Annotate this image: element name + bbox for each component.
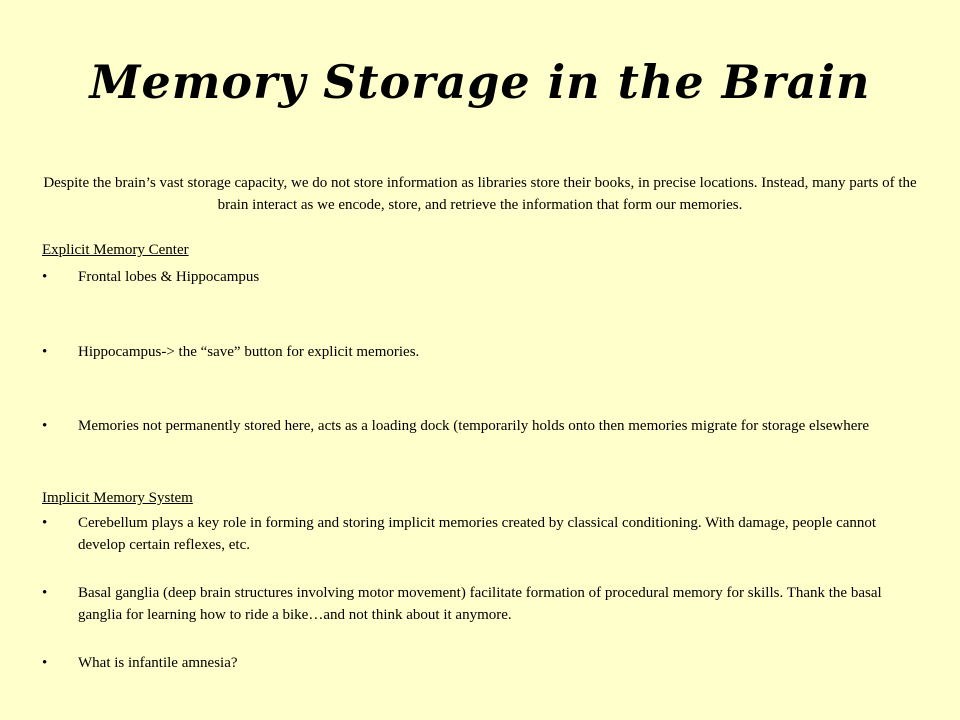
bullet-icon: • bbox=[42, 515, 48, 531]
list-item-text: Basal ganglia (deep brain structures involving motor movement) facilitate formation of procedural memory for skills. Thank the basal ganglia for learning how to ride a bike…and not think about it anymore. bbox=[78, 585, 882, 623]
list-item bbox=[42, 341, 922, 363]
intro-paragraph: Despite the brain’s vast storage capacity, we do not store information as libraries store their books, in precise locations. Instead, many parts of the brain interact as we encode, store, and retrieve the information that form our memories. bbox=[43, 175, 917, 213]
bullet-icon: • bbox=[42, 344, 48, 360]
explicit-memory-heading: Explicit Memory Center bbox=[42, 242, 189, 258]
list-item bbox=[42, 266, 922, 288]
list-item bbox=[42, 512, 922, 556]
bullet-icon: • bbox=[42, 585, 48, 601]
list-item-text: Cerebellum plays a key role in forming and storing implicit memories created by classical conditioning. With damage, people cannot develop certain reflexes, etc. bbox=[78, 515, 877, 553]
list-item-text: Hippocampus-> the “save” button for explicit memories. bbox=[78, 344, 420, 360]
list-item bbox=[42, 415, 922, 437]
list-item bbox=[42, 582, 922, 626]
list-item-text: Memories not permanently stored here, acts as a loading dock (temporarily holds onto then memories migrate for storage elsewhere bbox=[78, 418, 870, 434]
bullet-icon: • bbox=[42, 655, 48, 671]
slide-title: Memory Storage in the Brain bbox=[89, 55, 871, 109]
bullet-icon: • bbox=[42, 269, 48, 285]
bullet-icon: • bbox=[42, 418, 48, 434]
list-item-text: Frontal lobes & Hippocampus bbox=[78, 269, 260, 285]
implicit-memory-heading: Implicit Memory System bbox=[42, 490, 193, 506]
list-item-text: What is infantile amnesia? bbox=[78, 655, 238, 671]
list-item bbox=[42, 652, 922, 674]
